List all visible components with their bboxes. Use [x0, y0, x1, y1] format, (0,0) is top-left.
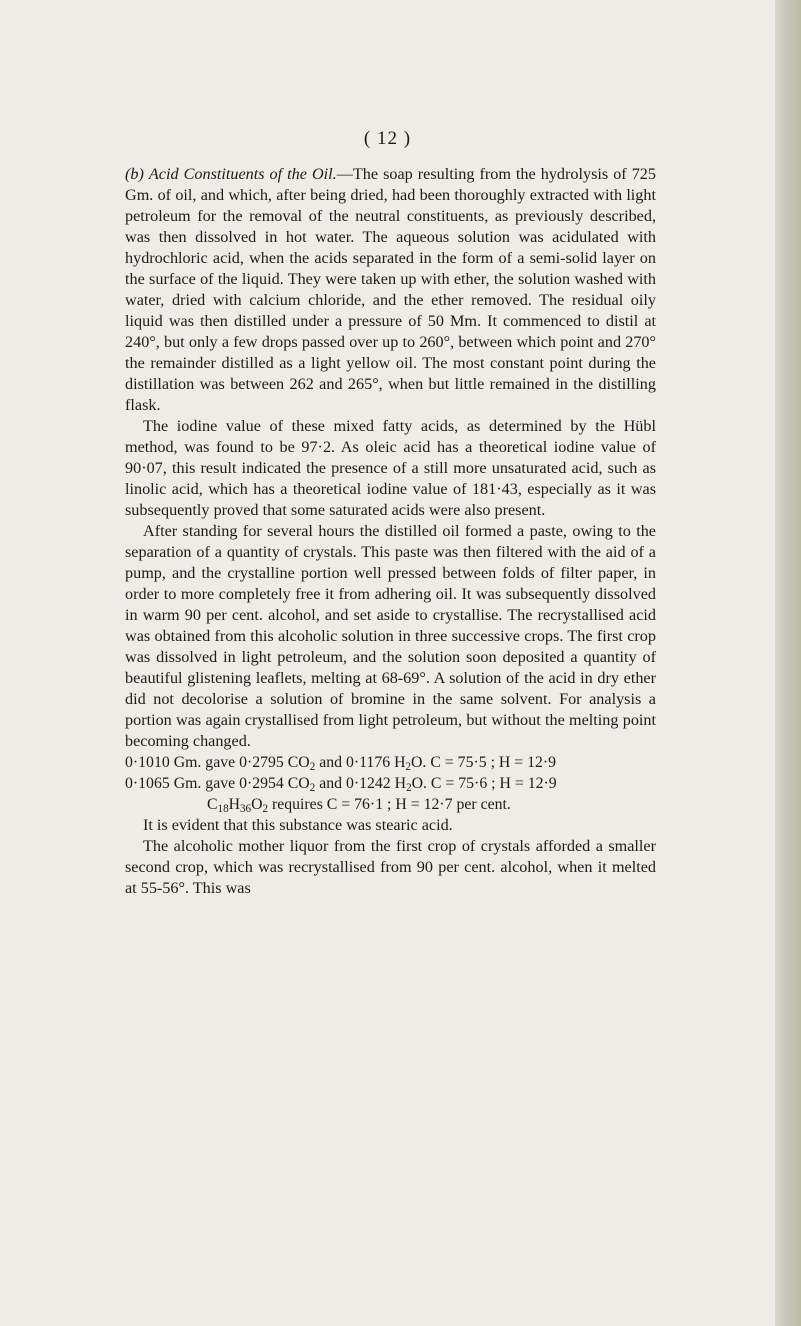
paragraph-crystals: After standing for several hours the distilled oil formed a paste, owing to the separation of a quantity of crystals. This paste was then filtered with the aid of a pump, and the crystalline portion well pressed between folds of filter paper, in order to more completely free it from adhering oil. It was subsequently dissolved in warm 90 per cent. alcohol, and set aside to crystallise. The recrystallised acid was obtained from this alcoholic solution in three successive crops. The first crop was dissolved in light petroleum, and the solution soon deposited a quantity of beautiful glistening leaflets, melting at 68-69°. A solution of the acid in dry ether did not decolorise a solution of bromine in the same solvent. For analysis a portion was again crystallised from light petroleum, but without the melting point becoming changed. [125, 522, 656, 750]
section-title: Acid Constituents of the Oil. [148, 165, 337, 183]
paragraph-intro [125, 164, 656, 416]
section-body [125, 164, 656, 899]
page-edge [775, 0, 801, 1326]
theoretical-composition: $C_{18}H_{36}O_2$ requires C = 76·1 ; H = 12·7 per cent. [207, 796, 511, 815]
paragraph-iodine: The iodine value of these mixed fatty acids, as determined by the Hübl method, was found to be 97·2. As oleic acid has a theoretical iodine value of 90·07, this result indicated the presence of a still more unsaturated acid, such as linolic acid, which has a theoretical iodine value of 181·43, especially as it was subsequently proved that some saturated acids were also present. [125, 417, 656, 519]
section-label: (b) [125, 165, 144, 183]
paragraph-mother-liquor: The alcoholic mother liquor from the first crop of crystals afforded a smaller second crop, which was recrystallised from 90 per cent. alcohol, when it melted at 55-56°. This was [125, 837, 656, 897]
paragraph-conclusion: It is evident that this substance was stearic acid. [143, 816, 453, 834]
page-number: ( 12 ) [363, 128, 412, 149]
analysis-line-2: 0·1065 Gm. gave 0·2954 $CO_2$ and 0·1242 $H_2O$. C = 75·6 ; H = 12·9 [125, 775, 557, 794]
paragraph-text: —The soap resulting from the hydrolysis of 725 Gm. of oil, and which, after being dried, had been thoroughly extracted with light petroleum for the removal of the neutral constituents, as previously described, was then dissolved in hot water. The aqueous solution was acidulated with hydrochloric acid, when the acids separated in the form of a semi-solid layer on the surface of the liquid. They were taken up with ether, the solution washed with water, dried with calcium chloride, and the ether removed. The residual oily liquid was then distilled under a pressure of 50 Mm. It commenced to distil at 240°, but only a few drops passed over up to 260°, between which point and 270° the remainder distilled as a light yellow oil. The most constant point during the distillation was between 262 and 265°, when but little remained in the distilling flask. [125, 165, 656, 414]
analysis-line-1: 0·1010 Gm. gave 0·2795 $CO_2$ and 0·1176 $H_2O$. C = 75·5 ; H = 12·9 [125, 754, 557, 773]
